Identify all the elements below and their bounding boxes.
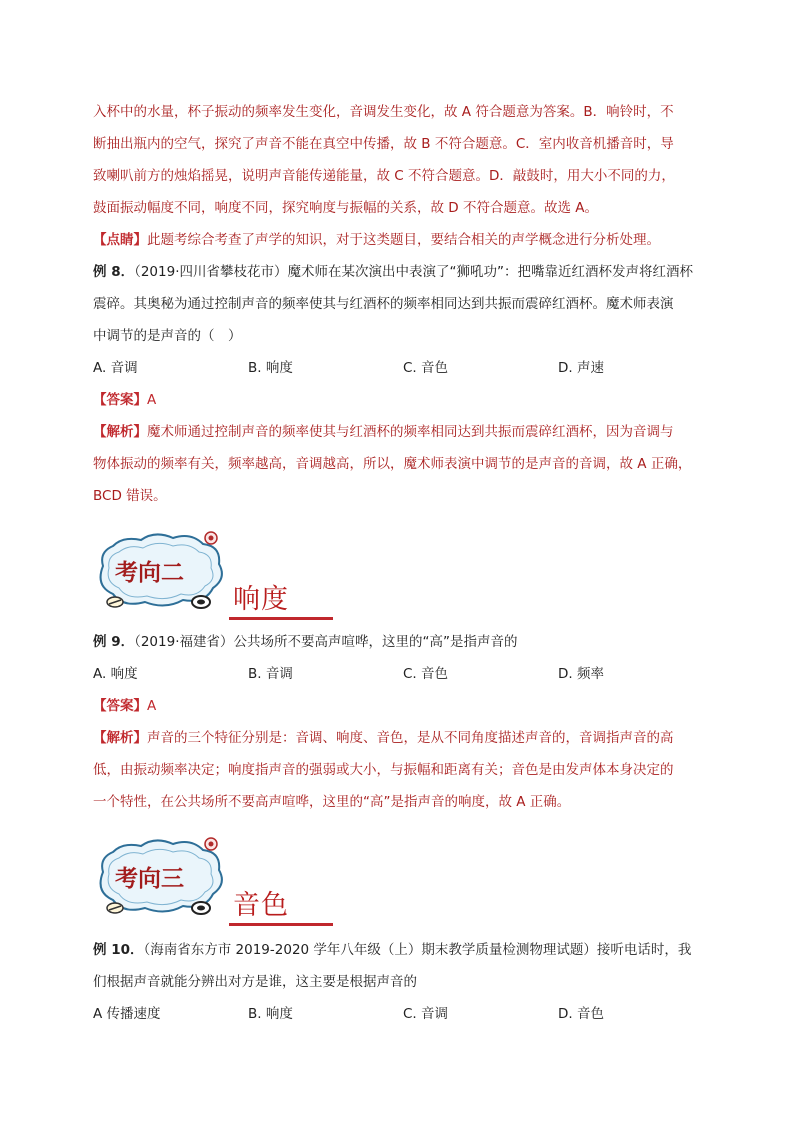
section-2-badge-text: 考向二 — [115, 559, 184, 586]
example-10-line-2: 们根据声音就能分辨出对方是谁，这主要是根据声音的 — [93, 974, 417, 990]
option-d: D. 频率 — [558, 666, 604, 682]
option-b: B. 音调 — [248, 666, 293, 682]
example-8-analysis-2: 物体振动的频率有关，频率越高，音调越高，所以，魔术师表演中调节的是声音的音调，故 A 正确， — [93, 456, 692, 472]
option-a: A. 音调 — [93, 360, 138, 376]
section-2-underline — [229, 617, 333, 620]
analysis-text: 声音的三个特征分别是：音调、响度、音色，是从不同角度描述声音的，音调指声音的高 — [147, 730, 674, 746]
answer-value: A — [147, 392, 157, 408]
option-c: C. 音色 — [403, 360, 449, 376]
section-2-title: 响度 — [233, 584, 289, 615]
example-10-options — [93, 998, 713, 1030]
option-c: C. 音色 — [403, 666, 449, 682]
example-8-question — [93, 256, 713, 288]
answer-value: A — [147, 698, 157, 714]
example-8-line-1: （2019·四川省攀枝花市）魔术师在某次演出中表演了“狮吼功”：把嘴靠近红酒杯发声将红酒杯 — [134, 264, 693, 280]
option-c: C. 音调 — [403, 1006, 449, 1022]
example-8-line-2: 震碎。其奥秘为通过控制声音的频率使其与红酒杯的频率相同达到共振而震碎红酒杯。魔术师表演 — [93, 296, 674, 312]
example-9-analysis-2: 低，由振动频率决定；响度指声音的强弱或大小，与振幅和距离有关；音色是由发声体本身决定的 — [93, 762, 674, 778]
note-tag: 【点睛】 — [93, 232, 147, 248]
example-8-line-3: 中调节的是声音的（ ） — [93, 328, 242, 344]
example-9-answer — [93, 690, 713, 722]
section-3-underline — [229, 923, 333, 926]
option-d: D. 音色 — [558, 1006, 604, 1022]
analysis-continued-line-4: 鼓面振动幅度不同，响度不同，探究响度与振幅的关系，故 D 不符合题意。故选 A。 — [93, 200, 599, 216]
section-3-title: 音色 — [233, 890, 289, 921]
example-9-analysis-3: 一个特性，在公共场所不要高声喧哗，这里的“高”是指声音的响度，故 A 正确。 — [93, 794, 571, 810]
example-8-label: 例 8． — [93, 264, 135, 280]
option-d: D. 声速 — [558, 360, 604, 376]
section-2-heading — [93, 526, 713, 620]
example-10-label: 例 10． — [93, 942, 144, 958]
option-b: B. 响度 — [248, 1006, 293, 1022]
option-a: A 传播速度 — [93, 1006, 161, 1022]
example-9-question — [93, 626, 713, 658]
example-9-label: 例 9． — [93, 634, 135, 650]
analysis-continued-line-3: 致喇叭前方的烛焰摇晃，说明声音能传递能量，故 C 不符合题意。D．敲鼓时，用大小不同的力， — [93, 168, 675, 184]
answer-tag: 【答案】 — [93, 392, 147, 408]
analysis-continued-line-1: 入杯中的水量，杯子振动的频率发生变化，音调发生变化，故 A 符合题意为答案。B．响铃时，不 — [93, 104, 674, 120]
analysis-tag: 【解析】 — [93, 424, 147, 440]
document-page — [93, 96, 713, 1030]
note-text: 此题考综合考查了声学的知识，对于这类题目，要结合相关的声学概念进行分析处理。 — [147, 232, 660, 248]
section-2-badge-icon — [93, 526, 233, 618]
analysis-continued-line-2: 断抽出瓶内的空气，探究了声音不能在真空中传播，故 B 不符合题意。C．室内收音机播音时，导 — [93, 136, 674, 152]
analysis-tag: 【解析】 — [93, 730, 147, 746]
example-8-answer — [93, 384, 713, 416]
analysis-text: 魔术师通过控制声音的频率使其与红酒杯的频率相同达到共振而震碎红酒杯，因为音调与 — [147, 424, 674, 440]
section-3-badge-text: 考向三 — [115, 865, 184, 892]
option-b: B. 响度 — [248, 360, 293, 376]
example-10-question — [93, 934, 713, 966]
example-8-analysis-1 — [93, 416, 713, 448]
answer-tag: 【答案】 — [93, 698, 147, 714]
example-10-line-1: （海南省东方市 2019-2020 学年八年级（上）期末教学质量检测物理试题）接听电话时，我 — [143, 942, 692, 958]
example-8-options — [93, 352, 713, 384]
example-9-analysis-1 — [93, 722, 713, 754]
example-9-options — [93, 658, 713, 690]
example-8-analysis-3: BCD 错误。 — [93, 488, 167, 504]
section-3-badge-icon — [93, 832, 233, 924]
example-9-line-1: （2019·福建省）公共场所不要高声喧哗，这里的“高”是指声音的 — [134, 634, 518, 650]
note-paragraph — [93, 224, 713, 256]
section-3-heading — [93, 832, 713, 926]
option-a: A. 响度 — [93, 666, 138, 682]
